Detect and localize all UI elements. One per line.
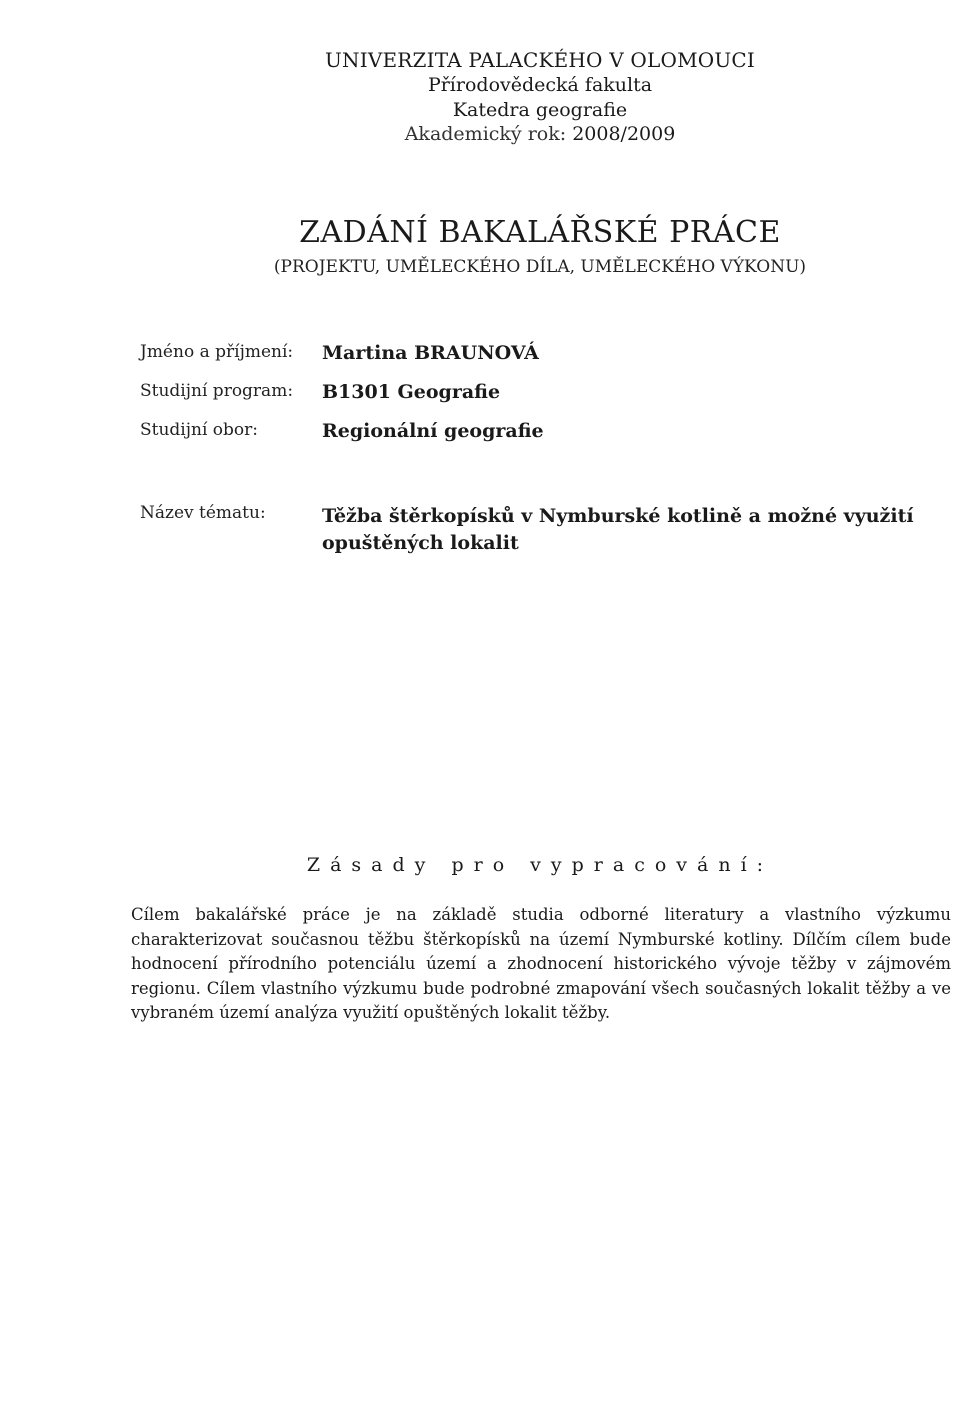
body-paragraph: Cílem bakalářské práce je na základě studia odborné literatury a vlastního výzkumu charakterizovat současnou těžbu štěrkopísků na území Nymburské kotliny. Dílčím cílem bude hodnocení přírodního potenciálu území a zhodnocení historického vývoje těžby v zájmovém regionu. Cílem vlastního výzkumu bude podrobné zmapování všech současných lokalit těžby a ve vybraném území analýza využití opuštěných lokalit těžby.	[131, 905, 951, 1022]
academic-year-label: Akademický rok:	[404, 123, 567, 145]
academic-year	[0, 125, 960, 144]
document-subtitle: (PROJEKTU, UMĚLECKÉHO DÍLA, UMĚLECKÉHO VÝKONU)	[273, 257, 807, 277]
name-value: Martina BRAUNOVÁ	[322, 342, 539, 364]
university-name: UNIVERZITA PALACKÉHO V OLOMOUCI	[324, 48, 756, 72]
document-title: ZADÁNÍ BAKALÁŘSKÉ PRÁCE	[299, 215, 781, 250]
topic-value: Těžba štěrkopísků v Nymburské kotlině a možné využití opuštěných lokalit	[322, 505, 914, 554]
obor-value: Regionální geografie	[322, 420, 544, 442]
zasady-heading: Zásady pro vypracování:	[306, 854, 774, 876]
program-value: B1301 Geografie	[322, 381, 501, 403]
name-label: Jméno a příjmení:	[140, 342, 294, 362]
department-name: Katedra geografie	[452, 99, 628, 121]
program-label: Studijní program:	[140, 381, 294, 401]
obor-label: Studijní obor:	[140, 420, 259, 440]
faculty-name: Přírodovědecká fakulta	[427, 74, 653, 96]
topic-label: Název tématu:	[140, 503, 266, 523]
academic-year-value: 2008/2009	[572, 123, 676, 145]
